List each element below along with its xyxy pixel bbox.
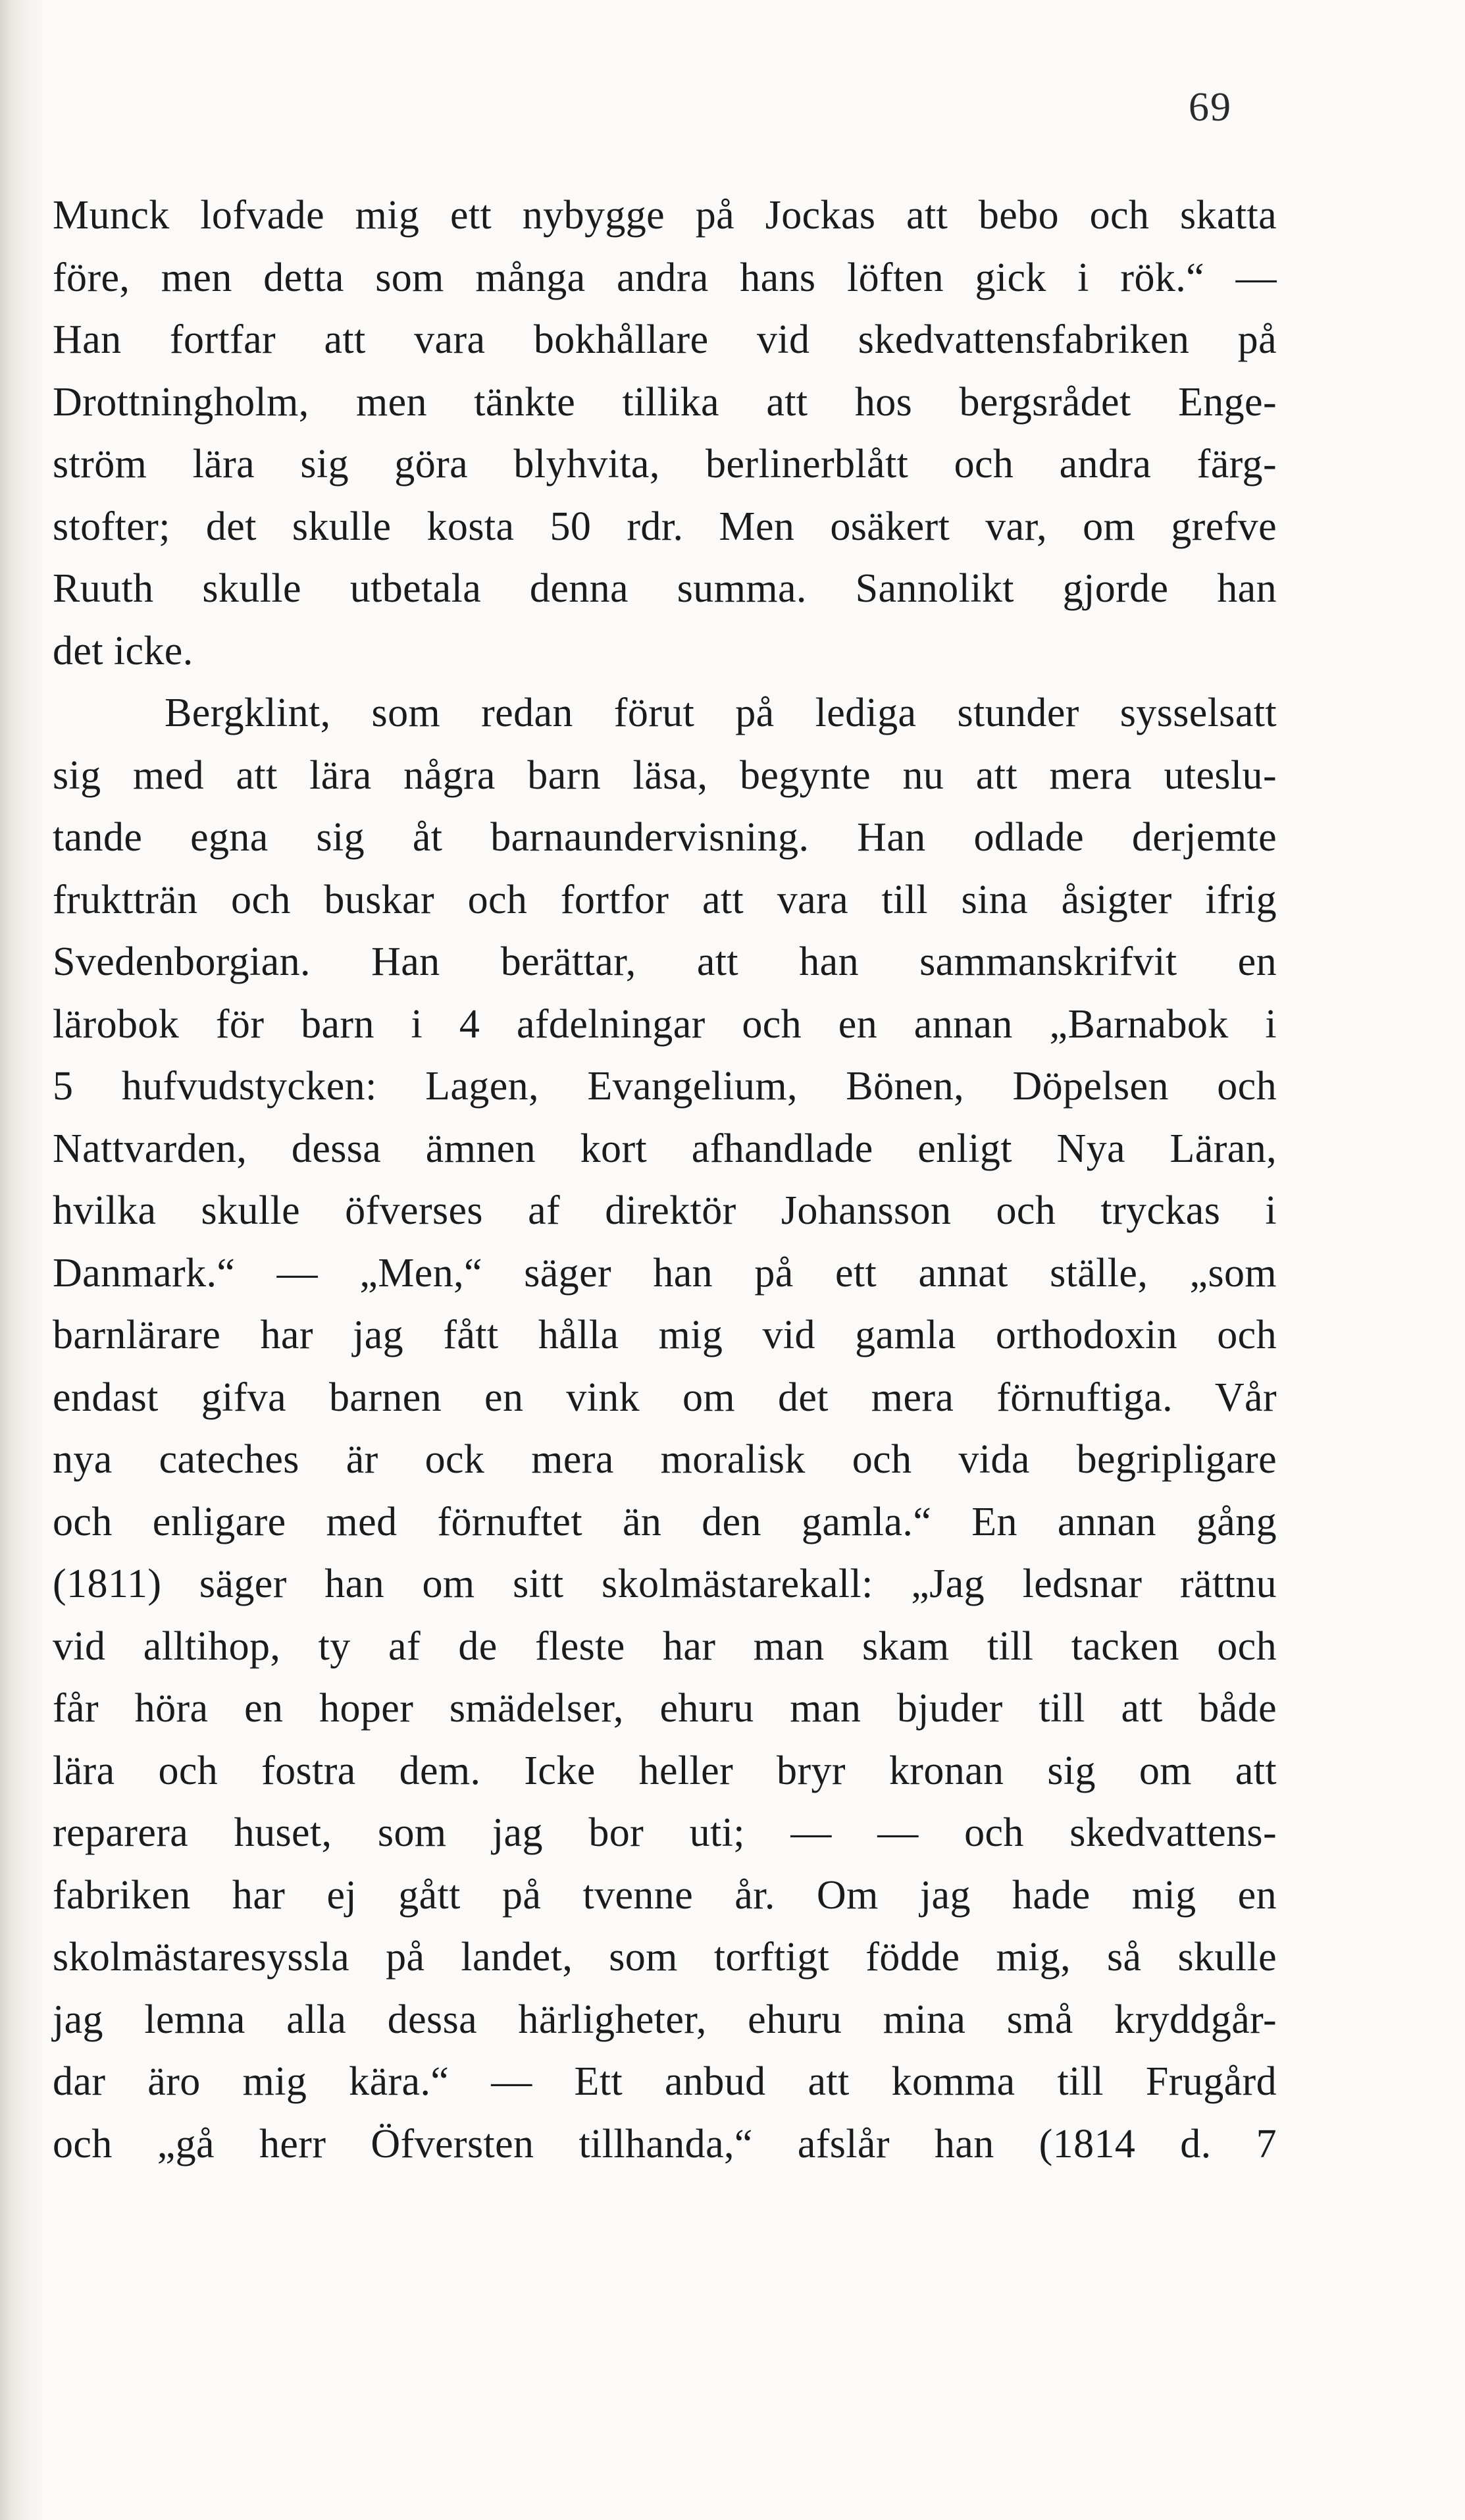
text-line: Drottningholm, men tänkte tillika att hos bergsrådet Enge- xyxy=(53,379,1277,425)
text-line: det icke. xyxy=(53,628,193,673)
text-line: tande egna sig åt barnaundervisning. Han odlade derjemte xyxy=(53,815,1277,860)
text-line: Svedenborgian. Han berättar, att han sammanskrifvit en xyxy=(53,939,1277,984)
text-line: dar äro mig kära.“ — Ett anbud att komma till Frugård xyxy=(53,2059,1277,2104)
text-line: fabriken har ej gått på tvenne år. Om jag hade mig en xyxy=(53,1872,1277,1918)
text-line: sig med att lära några barn läsa, begynte nu att mera uteslu- xyxy=(53,752,1277,798)
text-line: Bergklint, som redan förut på lediga stunder sysselsatt xyxy=(165,691,1277,735)
text-line: och „gå herr Öfversten tillhanda,“ afslår han (1814 d. 7 xyxy=(53,2121,1277,2166)
text-line: endast gifva barnen en vink om det mera förnuftiga. Vår xyxy=(53,1375,1277,1420)
text-line: barnlärare har jag fått hålla mig vid gamla orthodoxin och xyxy=(53,1313,1277,1357)
text-line: Munck lofvade mig ett nybygge på Jockas att bebo och skatta xyxy=(53,193,1277,238)
body-text xyxy=(53,184,1277,2175)
text-line: lärobok för barn i 4 afdelningar och en annan „Barnabok i xyxy=(53,1001,1277,1047)
text-line: nya cateches är ock mera moralisk och vida begripligare xyxy=(53,1437,1277,1482)
text-line: stofter; det skulle kosta 50 rdr. Men osäkert var, om grefve xyxy=(53,504,1277,549)
text-line: 5 hufvudstycken: Lagen, Evangelium, Bönen, Döpelsen och xyxy=(53,1064,1277,1109)
text-line: fruktträn och buskar och fortfor att vara till sina åsigter ifrig xyxy=(53,877,1277,922)
text-line: skolmästaresyssla på landet, som torftigt födde mig, så skulle xyxy=(53,1935,1277,1980)
text-line: (1811) säger han om sitt skolmästarekall: „Jag ledsnar rättnu xyxy=(53,1562,1277,1606)
text-line: lära och fostra dem. Icke heller bryr kronan sig om att xyxy=(53,1748,1277,1793)
text-line: Han fortfar att vara bokhållare vid skedvattensfabriken på xyxy=(53,317,1277,362)
text-line: hvilka skulle öfverses af direktör Johansson och tryckas i xyxy=(53,1188,1277,1233)
page-number: 69 xyxy=(1189,85,1232,130)
text-line: Nattvarden, dessa ämnen kort afhandlade enligt Nya Läran, xyxy=(53,1126,1277,1171)
text-line: Danmark.“ — „Men,“ säger han på ett annat ställe, „som xyxy=(53,1250,1277,1296)
text-line: jag lemna alla dessa härligheter, ehuru mina små kryddgår- xyxy=(53,1997,1277,2042)
text-line: reparera huset, som jag bor uti; — — och skedvattens- xyxy=(53,1810,1277,1855)
text-line: vid alltihop, ty af de fleste har man skam till tacken och xyxy=(53,1623,1277,1669)
text-line: får höra en hoper smädelser, ehuru man bjuder till att både xyxy=(53,1686,1277,1731)
text-line: före, men detta som många andra hans löften gick i rök.“ — xyxy=(53,255,1277,300)
text-line: Ruuth skulle utbetala denna summa. Sannolikt gjorde han xyxy=(53,566,1277,611)
text-line: och enligare med förnuftet än den gamla.“ En annan gång xyxy=(53,1499,1277,1544)
text-line: ström lära sig göra blyhvita, berlinerblått och andra färg- xyxy=(53,442,1277,486)
binding-shadow xyxy=(0,0,46,2520)
